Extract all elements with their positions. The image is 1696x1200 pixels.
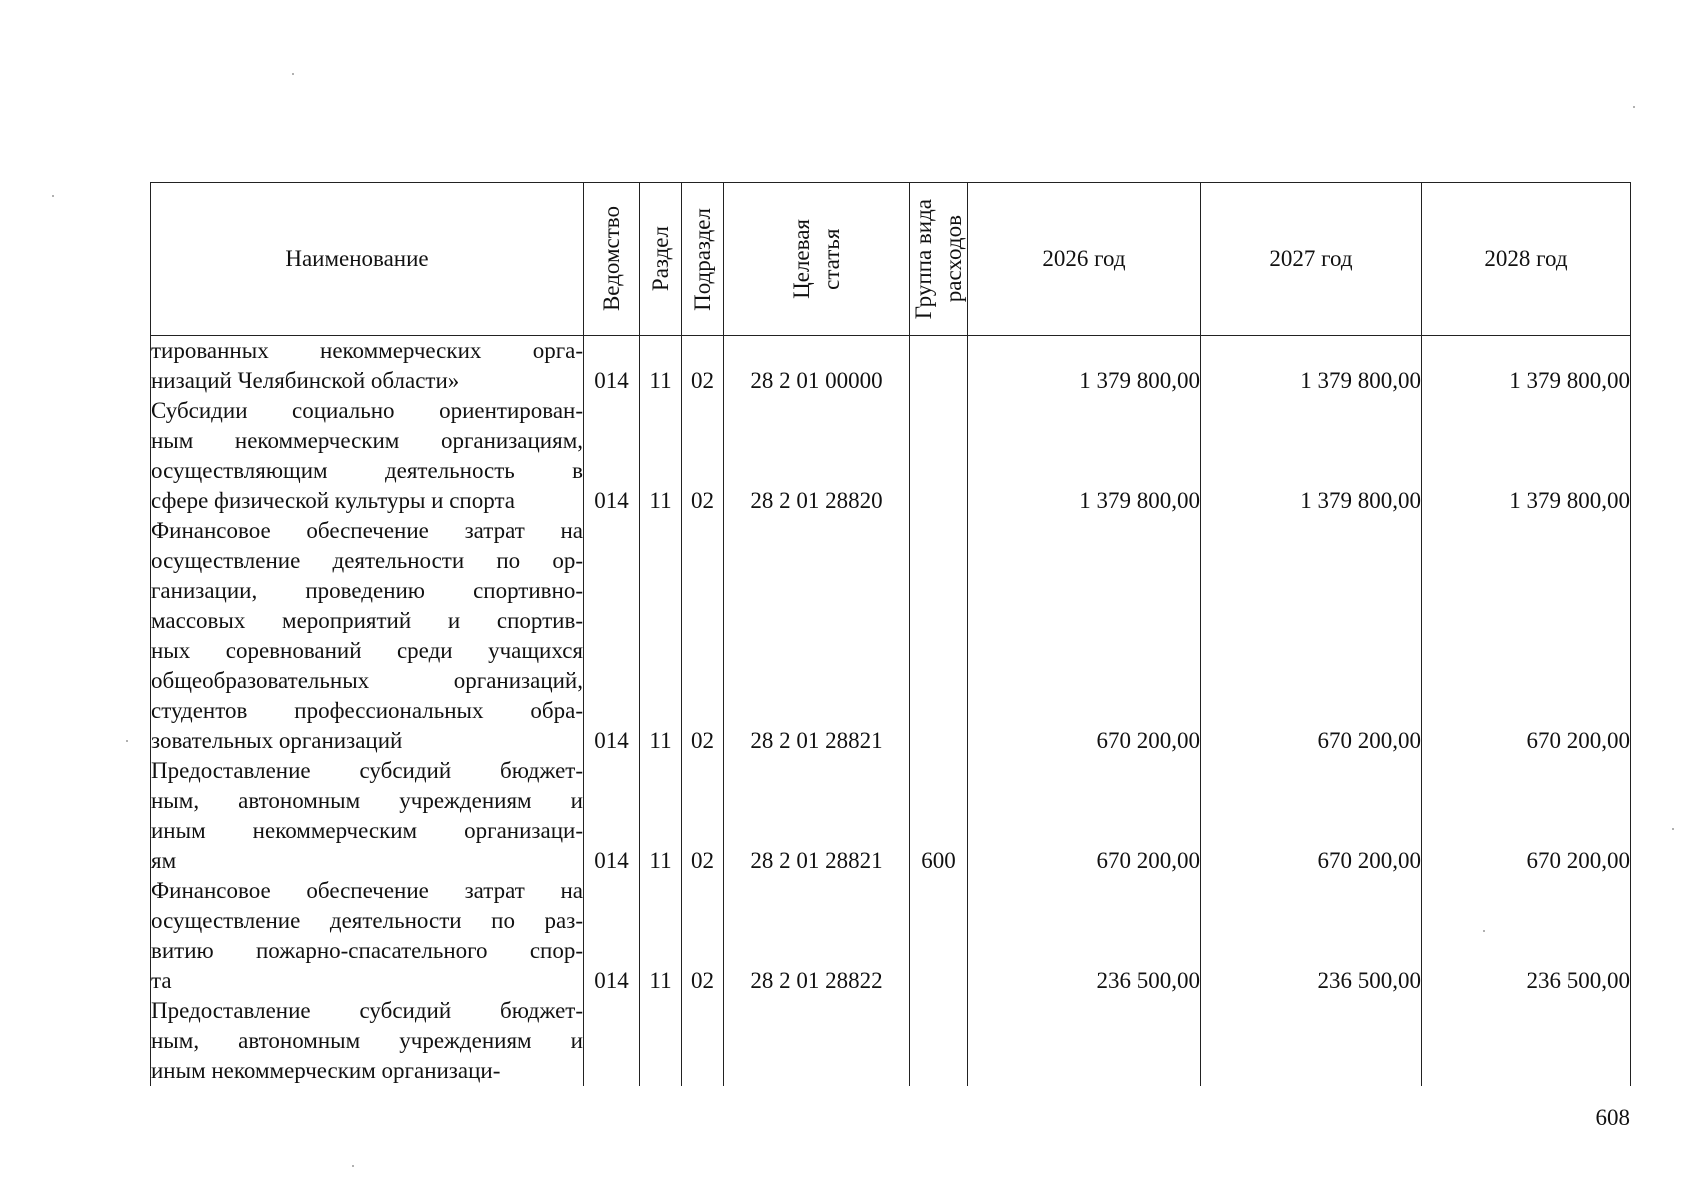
row-name-line: сфере физической культуры и спорта [151,488,515,513]
row-group: 600 [910,756,968,876]
row-amount-2027: 1 379 800,00 [1201,336,1422,397]
row-subsection: 02 [682,336,724,397]
scan-speck [292,73,294,75]
table-row [151,756,1631,876]
row-amount-2026: 1 379 800,00 [968,336,1201,397]
row-target: 28 2 01 28822 [724,876,910,996]
header-section: Раздел [640,183,682,336]
row-target: 28 2 01 28821 [724,516,910,756]
row-subsection [682,996,724,1086]
row-name-line: ным некоммерческим организациям, [151,428,583,453]
header-subsection: Подраздел [682,183,724,336]
row-amount-2028: 1 379 800,00 [1422,396,1631,516]
table-header-row [151,183,1631,336]
table-row [151,996,1631,1086]
row-section: 11 [640,336,682,397]
row-name-cell [151,336,584,397]
row-subsection: 02 [682,396,724,516]
row-name-line: студентов профессиональных обра- [151,698,583,723]
row-dept: 014 [584,876,640,996]
row-name-line: ным, автономным учреждениям и [151,1028,583,1053]
row-name-line: осуществление деятельности по ор- [151,548,583,573]
row-group [910,336,968,397]
row-target: 28 2 01 00000 [724,336,910,397]
row-amount-2028: 670 200,00 [1422,756,1631,876]
row-name-line: витию пожарно-спасательного спор- [151,938,583,963]
row-amount-2026: 670 200,00 [968,516,1201,756]
row-name-cell [151,996,584,1086]
row-name-line: Предоставление субсидий бюджет- [151,998,583,1023]
row-name-cell [151,516,584,756]
row-dept: 014 [584,756,640,876]
row-amount-2028: 236 500,00 [1422,876,1631,996]
row-name-line: ных соревнований среди учащихся [151,638,583,663]
row-subsection: 02 [682,876,724,996]
row-name-cell [151,876,584,996]
row-name-line: ным, автономным учреждениям и [151,788,583,813]
row-amount-2027 [1201,996,1422,1086]
row-group [910,516,968,756]
scan-speck [1633,106,1635,108]
row-name-line: иным некоммерческим организаци- [151,1058,501,1083]
row-target: 28 2 01 28820 [724,396,910,516]
header-target: Целевая статья [724,183,910,336]
row-name-line: Финансовое обеспечение затрат на [151,518,583,543]
header-2028: 2028 год [1422,183,1631,336]
row-amount-2028: 1 379 800,00 [1422,336,1631,397]
row-group [910,996,968,1086]
scan-speck [1672,828,1674,830]
scan-speck [1483,930,1485,932]
row-name-line: массовых мероприятий и спортив- [151,608,583,633]
table-row [151,876,1631,996]
header-2026: 2026 год [968,183,1201,336]
row-amount-2026: 670 200,00 [968,756,1201,876]
row-section: 11 [640,516,682,756]
header-name: Наименование [151,183,584,336]
row-amount-2027: 670 200,00 [1201,756,1422,876]
budget-table [150,182,1631,1086]
row-target [724,996,910,1086]
scan-speck [352,1165,354,1167]
row-section: 11 [640,756,682,876]
row-name-line: общеобразовательных организаций, [151,668,583,693]
row-amount-2027: 1 379 800,00 [1201,396,1422,516]
scan-speck [126,740,128,742]
row-section [640,996,682,1086]
row-name-line: низаций Челябинской области» [151,368,460,393]
row-name-line: Субсидии социально ориентирован- [151,398,583,423]
row-group [910,396,968,516]
row-name-line: та [151,968,172,993]
row-dept: 014 [584,336,640,397]
table-row [151,396,1631,516]
row-name-line: ям [151,848,177,873]
row-name-cell [151,396,584,516]
row-amount-2026 [968,996,1201,1086]
row-subsection: 02 [682,756,724,876]
row-name-line: Предоставление субсидий бюджет- [151,758,583,783]
header-dept: Ведомство [584,183,640,336]
row-dept [584,996,640,1086]
row-name-line: тированных некоммерческих орга- [151,338,583,363]
row-dept: 014 [584,516,640,756]
row-section: 11 [640,396,682,516]
row-group [910,876,968,996]
row-amount-2026: 236 500,00 [968,876,1201,996]
row-target: 28 2 01 28821 [724,756,910,876]
row-name-line: Финансовое обеспечение затрат на [151,878,583,903]
table-row [151,516,1631,756]
row-name-cell [151,756,584,876]
row-name-line: зовательных организаций [151,728,403,753]
row-section: 11 [640,876,682,996]
row-amount-2027: 670 200,00 [1201,516,1422,756]
page-number: 608 [1595,1105,1630,1130]
row-amount-2026: 1 379 800,00 [968,396,1201,516]
table-row [151,336,1631,397]
header-group: Группа вида расходов [910,183,968,336]
row-dept: 014 [584,396,640,516]
row-amount-2028: 670 200,00 [1422,516,1631,756]
row-amount-2027: 236 500,00 [1201,876,1422,996]
row-amount-2028 [1422,996,1631,1086]
row-name-line: осуществляющим деятельность в [151,458,583,483]
header-2027: 2027 год [1201,183,1422,336]
row-subsection: 02 [682,516,724,756]
row-name-line: осуществление деятельности по раз- [151,908,583,933]
row-name-line: иным некоммерческим организаци- [151,818,583,843]
row-name-line: ганизации, проведению спортивно- [151,578,583,603]
scan-speck [52,195,54,197]
